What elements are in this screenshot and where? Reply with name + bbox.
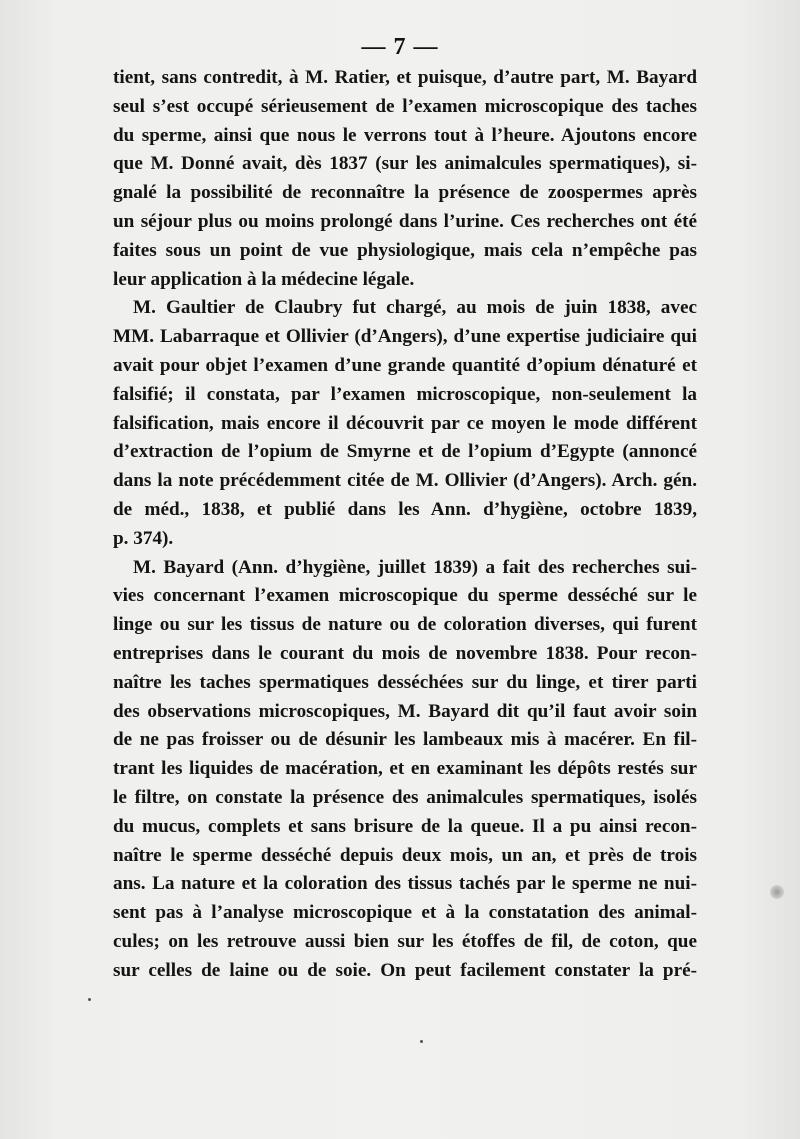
text-line: faites sous un point de vue physiologique, mais cela n’empêche pas (113, 239, 697, 261)
text-line: d’extraction de l’opium de Smyrne et de l’opium d’Egypte (annoncé (113, 441, 697, 463)
text-line: avait pour objet l’examen d’une grande quantité d’opium dénaturé et (113, 354, 697, 376)
page-number: — 7 — (361, 34, 439, 60)
text-line: sent pas à l’analyse microscopique et à la constatation des animal- (113, 902, 697, 924)
text-line: gnalé la possibilité de reconnaître la présence de zoospermes après (113, 182, 697, 204)
text-line: p. 374). (113, 527, 174, 549)
text-line: naître les taches spermatiques desséchées sur du linge, et tirer parti (113, 671, 697, 693)
text-line: naître le sperme desséché depuis deux mois, un an, et près de trois (113, 844, 697, 866)
text-line: trant les liquides de macération, et en examinant les dépôts restés sur (113, 758, 697, 780)
body-text (113, 64, 697, 986)
text-line: du sperme, ainsi que nous le verrons tout à l’heure. Ajoutons encore (113, 124, 697, 146)
text-line: dans la note précédemment citée de M. Ollivier (d’Angers). Arch. gén. (113, 470, 697, 492)
text-line: falsifié; il constata, par l’examen microscopique, non-seulement la (113, 383, 697, 405)
text-line: de méd., 1838, et publié dans les Ann. d’hygiène, octobre 1839, (113, 498, 697, 520)
text-line: du mucus, complets et sans brisure de la queue. Il a pu ainsi recon- (113, 815, 697, 837)
paper-speck (88, 998, 91, 1001)
text-line: un séjour plus ou moins prolongé dans l’urine. Ces recherches ont été (113, 210, 697, 232)
text-line: falsification, mais encore il découvrit par ce moyen le mode différent (113, 412, 697, 434)
text-line: de ne pas froisser ou de désunir les lambeaux mis à macérer. En fil- (113, 729, 697, 751)
text-line: entreprises dans le courant du mois de novembre 1838. Pour recon- (113, 642, 697, 664)
text-line: cules; on les retrouve aussi bien sur les étoffes de fil, de coton, que (113, 930, 697, 952)
text-line: M. Bayard (Ann. d’hygiène, juillet 1839) a fait des recherches sui- (133, 556, 697, 578)
text-line: que M. Donné avait, dès 1837 (sur les animalcules spermatiques), si- (113, 153, 697, 175)
text-line: tient, sans contredit, à M. Ratier, et puisque, d’autre part, M. Bayard (113, 67, 697, 88)
text-line: M. Gaultier de Claubry fut chargé, au mois de juin 1838, avec (133, 297, 697, 319)
text-line: leur application à la médecine légale. (113, 268, 415, 290)
text-line: vies concernant l’examen microscopique du sperme desséché sur le (113, 585, 697, 607)
paper-speck (420, 1040, 423, 1043)
text-line: MM. Labarraque et Ollivier (d’Angers), d’une expertise judiciaire qui (113, 326, 697, 348)
text-line: le filtre, on constate la présence des animalcules spermatiques, isolés (113, 786, 697, 808)
text-line: seul s’est occupé sérieusement de l’examen microscopique des taches (113, 95, 697, 117)
text-line: des observations microscopiques, M. Bayard dit qu’il faut avoir soin (113, 700, 697, 722)
text-line: sur celles de laine ou de soie. On peut facilement constater la pré- (113, 959, 697, 981)
text-line: ans. La nature et la coloration des tissus tachés par le sperme ne nui- (113, 873, 697, 895)
text-line: linge ou sur les tissus de nature ou de coloration diverses, qui furent (113, 614, 697, 636)
paper-stain (770, 885, 784, 899)
